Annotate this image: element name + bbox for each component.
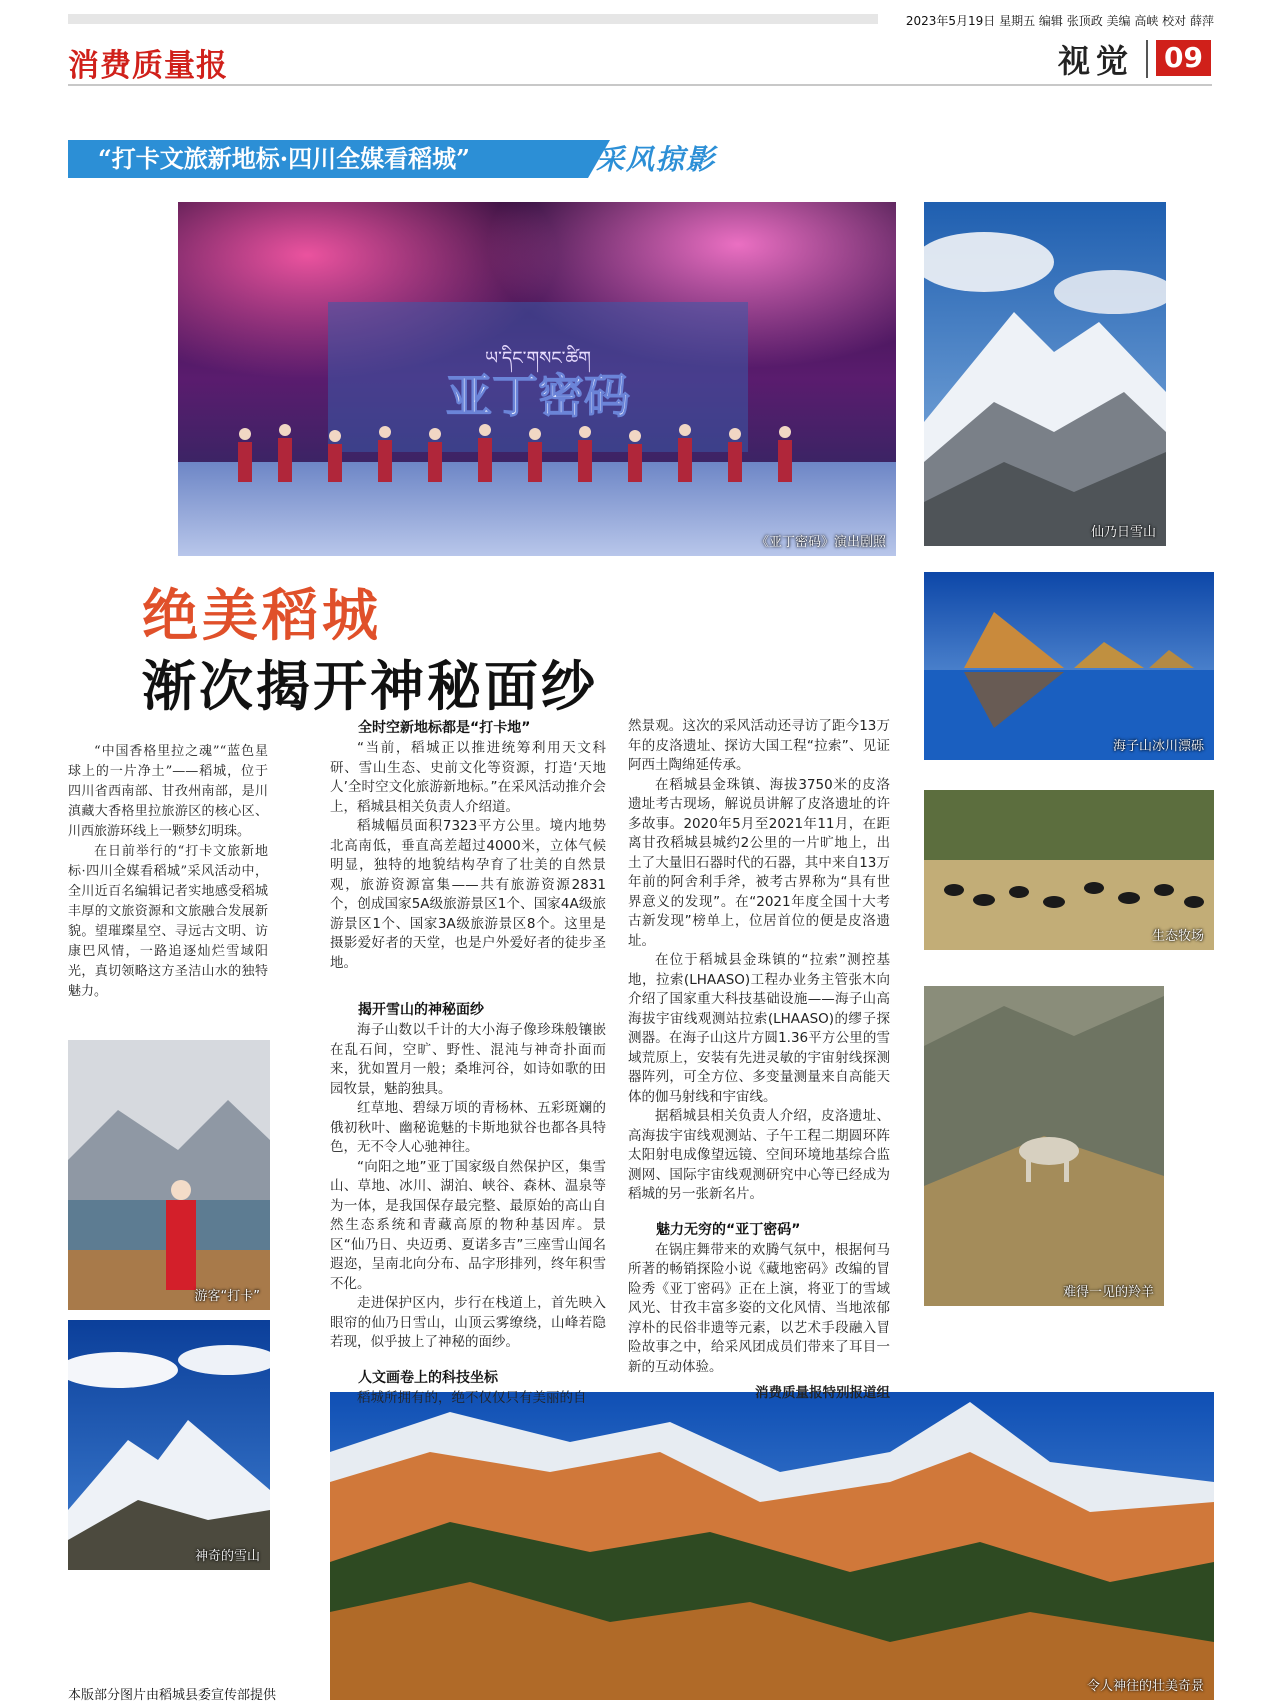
photo-haizishan bbox=[924, 572, 1214, 760]
paragraph: 稻城幅员面积7323平方公里。境内地势北高南低，垂直高差超过4000米，立体气候明显，独特的地貌结构孕育了壮美的自然景观，旅游资源富集——共有旅游资源2831个，创成国家5A级旅游景区1个、国家4A级旅游景区1个、国家3A级旅游景区8个。这里是摄影爱好者的天堂，也是户外爱好者的徒步圣地。 bbox=[330, 818, 606, 971]
photo-goat bbox=[924, 986, 1164, 1306]
byline: 消费质量报特别报道组 bbox=[755, 1385, 890, 1401]
caption-pasture: 生态牧场 bbox=[1151, 929, 1204, 944]
subheading: 全时空新地标都是“打卡地” bbox=[358, 720, 531, 736]
paragraph: “向阳之地”亚丁国家级自然保护区，集雪山、草地、冰川、湖泊、峡谷、森林、温泉等为一体，是我国保存最完整、最原始的高山自然生态系统和青藏高原的物种基因库。景区“仙乃日、央迈勇、夏诺多吉”三座雪山闻名遐迩，呈南北向分布、品字形排列，终年积雪不化。 bbox=[330, 1158, 606, 1292]
photo-tourist bbox=[68, 1040, 270, 1310]
stage-logo: 亚丁密码 bbox=[446, 369, 630, 423]
caption-goat: 难得一见的羚羊 bbox=[1062, 1285, 1154, 1300]
paragraph: 稻城所拥有的，绝不仅仅只有美丽的自 bbox=[357, 1389, 587, 1406]
paragraph: 据稻城县相关负责人介绍，皮洛遗址、高海拔宇宙线观测站、子午工程二期圆环阵太阳射电成像望远镜、空间环境地基综合监测网、国际宇宙线观测研究中心等已经成为稻城的另一张新名片。 bbox=[628, 1108, 890, 1202]
banner-title: “打卡文旅新地标·四川全媒看稻城” bbox=[68, 140, 588, 178]
caption-stage: 《亚丁密码》演出剧照 bbox=[755, 535, 886, 550]
caption-snowmountain: 神奇的雪山 bbox=[194, 1549, 260, 1564]
stage-logo-tibetan: ཡ་དིང་གསང་ཚིག bbox=[485, 348, 591, 369]
subheading: 人文画卷上的科技坐标 bbox=[358, 1369, 498, 1386]
masthead-rule bbox=[68, 84, 1212, 86]
paragraph: 红草地、碧绿万顷的青杨林、五彩斑斓的俄初秋叶、幽秘诡魅的卡斯地狱谷也都各具特色，无不令人心驰神往。 bbox=[330, 1100, 606, 1155]
paragraph: 在位于稻城县金珠镇的“拉索”测控基地，拉索(LHAASO)工程办业务主管张木向介绍了国家重大科技基础设施——海子山高海拔宇宙线观测站拉索(LHAASO)的缪子探测器。在海子山这片方圆1.36平方公里的雪域荒原上，安装有先进灵敏的宇宙射线探测器阵列，可全方位、多变量测量来自高能天体的伽马射线和宇宙线。 bbox=[628, 952, 890, 1105]
dateline: 2023年5月19日 星期五 编辑 张顶政 美编 高峡 校对 薛萍 bbox=[905, 14, 1214, 28]
paragraph: 在稻城县金珠镇、海拔3750米的皮洛遗址考古现场，解说员讲解了皮洛遗址的许多故事。2020年5月至2021年11月，在距离甘孜稻城县城约2公里的一片旷地上，出土了大量旧石器时代的石器，其中来自13万年前的阿舍利手斧，被考古界称为“具有世界意义的发现”。在“2021年度全国十大考古新发现”榜单上，位居首位的便是皮洛遗址。 bbox=[628, 776, 890, 949]
header-bar bbox=[68, 14, 878, 24]
photo-xiannairi bbox=[924, 202, 1166, 546]
photo-snowmountain bbox=[68, 1320, 270, 1570]
paragraph: 在锅庄舞带来的欢腾气氛中，根据何马所著的畅销探险小说《藏地密码》改编的冒险秀《亚丁密码》正在上演，将亚丁的雪域风光、甘孜丰富多姿的文化风情、当地浓郁淳朴的民俗非遗等元素，以艺术手段融入冒险故事之中，给采风团成员们带来了耳目一新的互动体验。 bbox=[628, 1241, 890, 1375]
article-column-1 bbox=[330, 717, 606, 1408]
headline-main: 绝美稻城 bbox=[142, 583, 382, 649]
page-number-badge: 09 bbox=[1156, 40, 1211, 76]
photo-stage bbox=[178, 202, 896, 556]
photo-credit-note: 本版部分图片由稻城县委宣传部提供 bbox=[68, 1688, 277, 1701]
subheading: 揭开雪山的神秘面纱 bbox=[358, 1002, 484, 1018]
banner-tag: 采风掠影 bbox=[596, 143, 717, 176]
caption-tourist: 游客“打卡” bbox=[194, 1289, 260, 1304]
masthead-logo: 消费质量报 bbox=[68, 48, 228, 84]
intro-paragraph: 在日前举行的“打卡文旅新地标·四川全媒看稻城”采风活动中，全川近百名编辑记者实地感受稻城丰厚的文旅资源和文旅融合发展新貌。望璀璨星空、寻远古文明、访康巴风情，一路追逐灿烂雪域阳光，真切领略这方圣洁山水的独特魅力。 bbox=[68, 844, 268, 999]
photo-pasture bbox=[924, 790, 1214, 950]
caption-xiannairi: 仙乃日雪山 bbox=[1090, 525, 1156, 540]
section-name: 视觉 bbox=[1058, 42, 1135, 80]
paragraph: 然景观。这次的采风活动还寻访了距今13万年的皮洛遗址、探访大国工程“拉索”、见证阿西土陶绵延传承。 bbox=[628, 718, 890, 773]
article-column-2 bbox=[628, 717, 890, 1401]
section-divider bbox=[1146, 40, 1148, 78]
paragraph: “当前，稻城正以推进统筹利用天文科研、雪山生态、史前文化等资源，打造‘天地人’全时空文化旅游新地标。”在采风活动推介会上，稻城县相关负责人介绍道。 bbox=[330, 740, 606, 815]
subheading: 魅力无穷的“亚丁密码” bbox=[656, 1221, 801, 1238]
caption-haizishan: 海子山冰川漂砾 bbox=[1112, 739, 1204, 754]
intro-paragraph: “中国香格里拉之魂”“蓝色星球上的一片净土”——稻城，位于四川省西南部、甘孜州南部，是川滇藏大香格里拉旅游区的核心区、川西旅游环线上一颗梦幻明珠。 bbox=[68, 744, 268, 839]
caption-panorama: 令人神往的壮美奇景 bbox=[1086, 1679, 1204, 1694]
paragraph: 海子山数以千计的大小海子像珍珠般镶嵌在乱石间，空旷、野性、混沌与神奇扑面而来，犹如置月一般；桑堆河谷，如诗如歌的田园牧景，魅韵独具。 bbox=[330, 1022, 606, 1097]
photo-panorama bbox=[330, 1392, 1214, 1700]
paragraph: 走进保护区内，步行在栈道上，首先映入眼帘的仙乃日雪山，山顶云雾缭绕，山峰若隐若现，似乎披上了神秘的面纱。 bbox=[330, 1295, 606, 1350]
intro-text bbox=[68, 742, 268, 1002]
headline-sub: 渐次揭开神秘面纱 bbox=[142, 655, 598, 718]
